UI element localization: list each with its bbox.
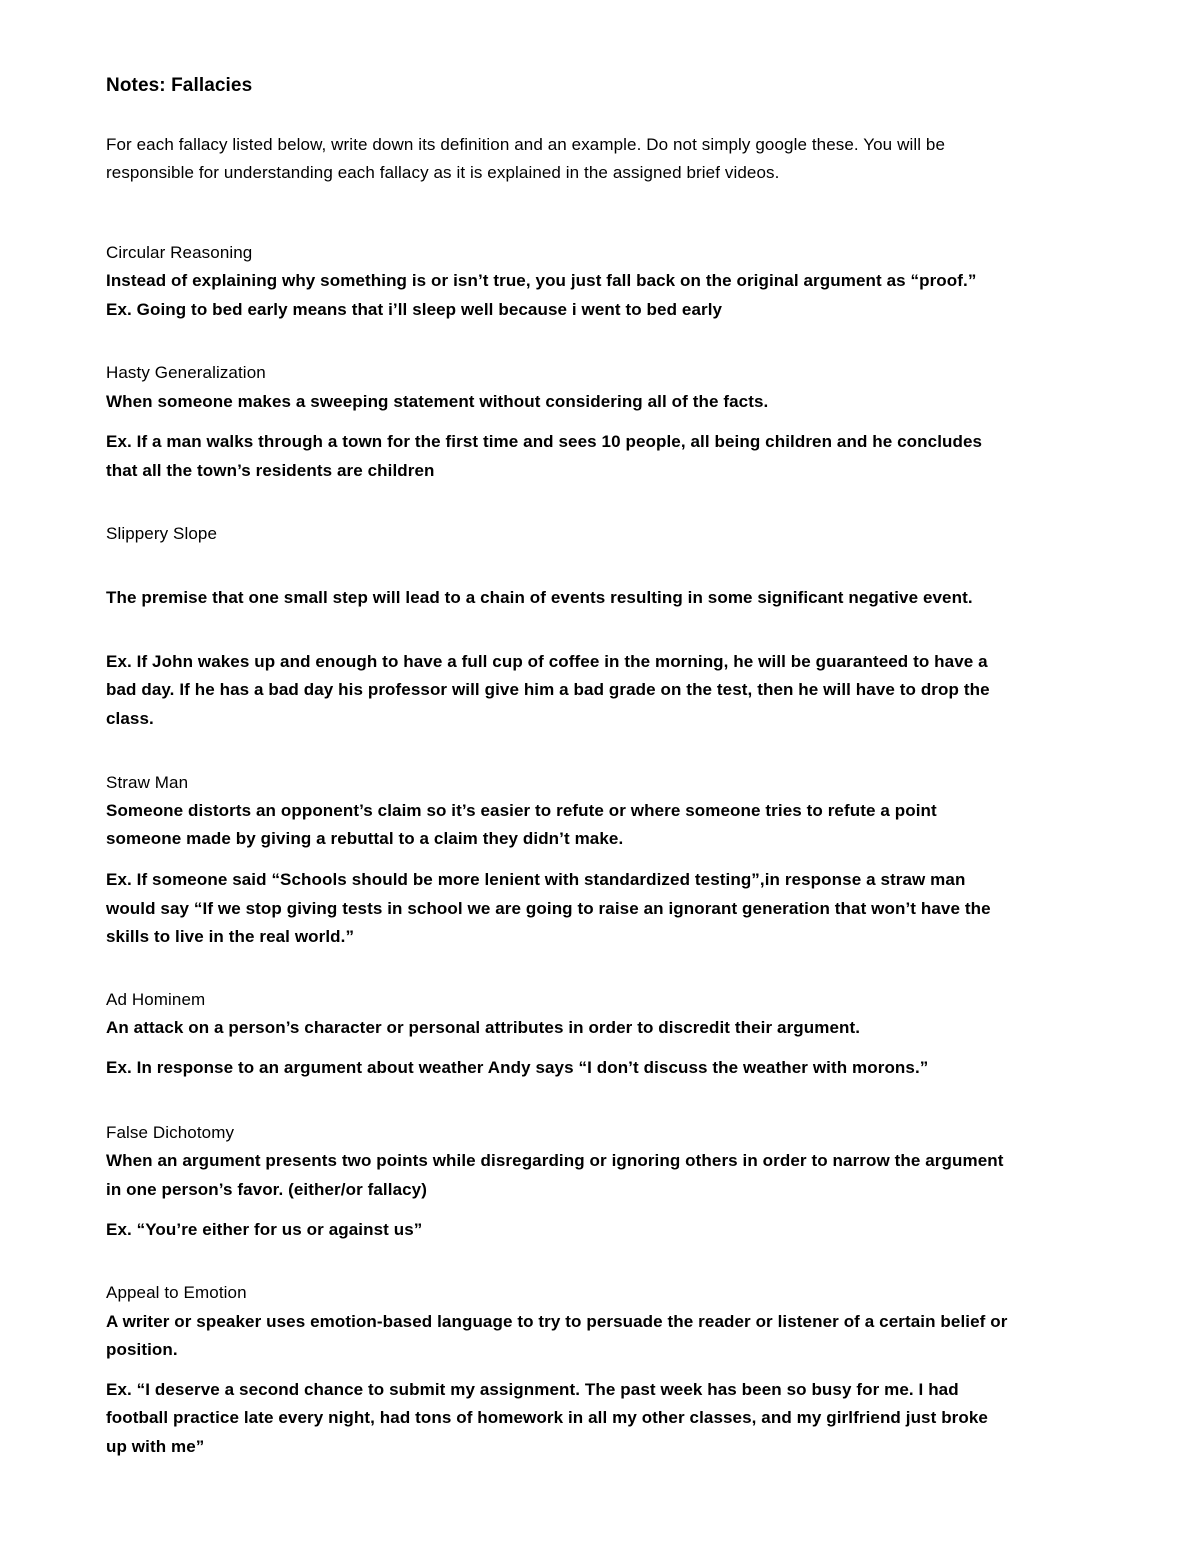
fallacy-example: Ex. “I deserve a second chance to submit my assignment. The past week has been so busy for me. I had xyxy=(106,1380,959,1399)
fallacy-heading-straw-man: Straw Man xyxy=(106,773,189,792)
fallacy-definition: position. xyxy=(106,1340,178,1359)
fallacy-heading-hasty-generalization: Hasty Generalization xyxy=(106,363,266,382)
fallacy-example: Ex. Going to bed early means that i’ll sleep well because i went to bed early xyxy=(106,300,723,319)
fallacy-example: Ex. “You’re either for us or against us” xyxy=(106,1220,423,1239)
fallacy-example: would say “If we stop giving tests in school we are going to raise an ignorant generation that won’t have the xyxy=(106,899,991,918)
fallacy-heading-ad-hominem: Ad Hominem xyxy=(106,990,206,1009)
fallacy-heading-circular-reasoning: Circular Reasoning xyxy=(106,243,253,262)
fallacy-definition: An attack on a person’s character or personal attributes in order to discredit their argument. xyxy=(106,1018,861,1037)
fallacy-heading-appeal-to-emotion: Appeal to Emotion xyxy=(106,1283,247,1302)
fallacy-example: football practice late every night, had tons of homework in all my other classes, and my girlfriend just broke xyxy=(106,1408,988,1427)
fallacy-heading-slippery-slope: Slippery Slope xyxy=(106,524,218,543)
fallacy-example: that all the town’s residents are children xyxy=(106,461,435,480)
fallacy-example: bad day. If he has a bad day his professor will give him a bad grade on the test, then he will have to drop the xyxy=(106,680,990,699)
fallacy-example: class. xyxy=(106,709,154,728)
fallacy-example: skills to live in the real world.” xyxy=(106,927,355,946)
intro-line: For each fallacy listed below, write down its definition and an example. Do not simply google these. You will be xyxy=(106,135,946,154)
intro-line: responsible for understanding each fallacy as it is explained in the assigned brief videos. xyxy=(106,163,780,182)
fallacy-definition: The premise that one small step will lead to a chain of events resulting in some significant negative event. xyxy=(106,588,973,607)
fallacy-example: up with me” xyxy=(106,1437,205,1456)
fallacy-definition: Someone distorts an opponent’s claim so it’s easier to refute or where someone tries to refute a point xyxy=(106,801,937,820)
fallacy-heading-false-dichotomy: False Dichotomy xyxy=(106,1123,235,1142)
fallacy-example: Ex. In response to an argument about weather Andy says “I don’t discuss the weather with morons.” xyxy=(106,1058,929,1077)
fallacy-example: Ex. If someone said “Schools should be more lenient with standardized testing”,in response a straw man xyxy=(106,870,966,889)
page-title: Notes: Fallacies xyxy=(106,75,253,96)
fallacy-definition: When someone makes a sweeping statement without considering all of the facts. xyxy=(106,392,769,411)
fallacy-example: Ex. If a man walks through a town for the first time and sees 10 people, all being children and he concludes xyxy=(106,432,983,451)
fallacy-definition: in one person’s favor. (either/or fallacy) xyxy=(106,1180,427,1199)
fallacy-definition: When an argument presents two points while disregarding or ignoring others in order to narrow the argument xyxy=(106,1151,1004,1170)
fallacy-example: Ex. If John wakes up and enough to have a full cup of coffee in the morning, he will be guaranteed to have a xyxy=(106,652,988,671)
fallacy-definition: Instead of explaining why something is or isn’t true, you just fall back on the original argument as “proof.” xyxy=(106,271,977,290)
fallacy-definition: someone made by giving a rebuttal to a claim they didn’t make. xyxy=(106,829,624,848)
fallacy-definition: A writer or speaker uses emotion-based language to try to persuade the reader or listener of a certain belief or xyxy=(106,1312,1008,1331)
